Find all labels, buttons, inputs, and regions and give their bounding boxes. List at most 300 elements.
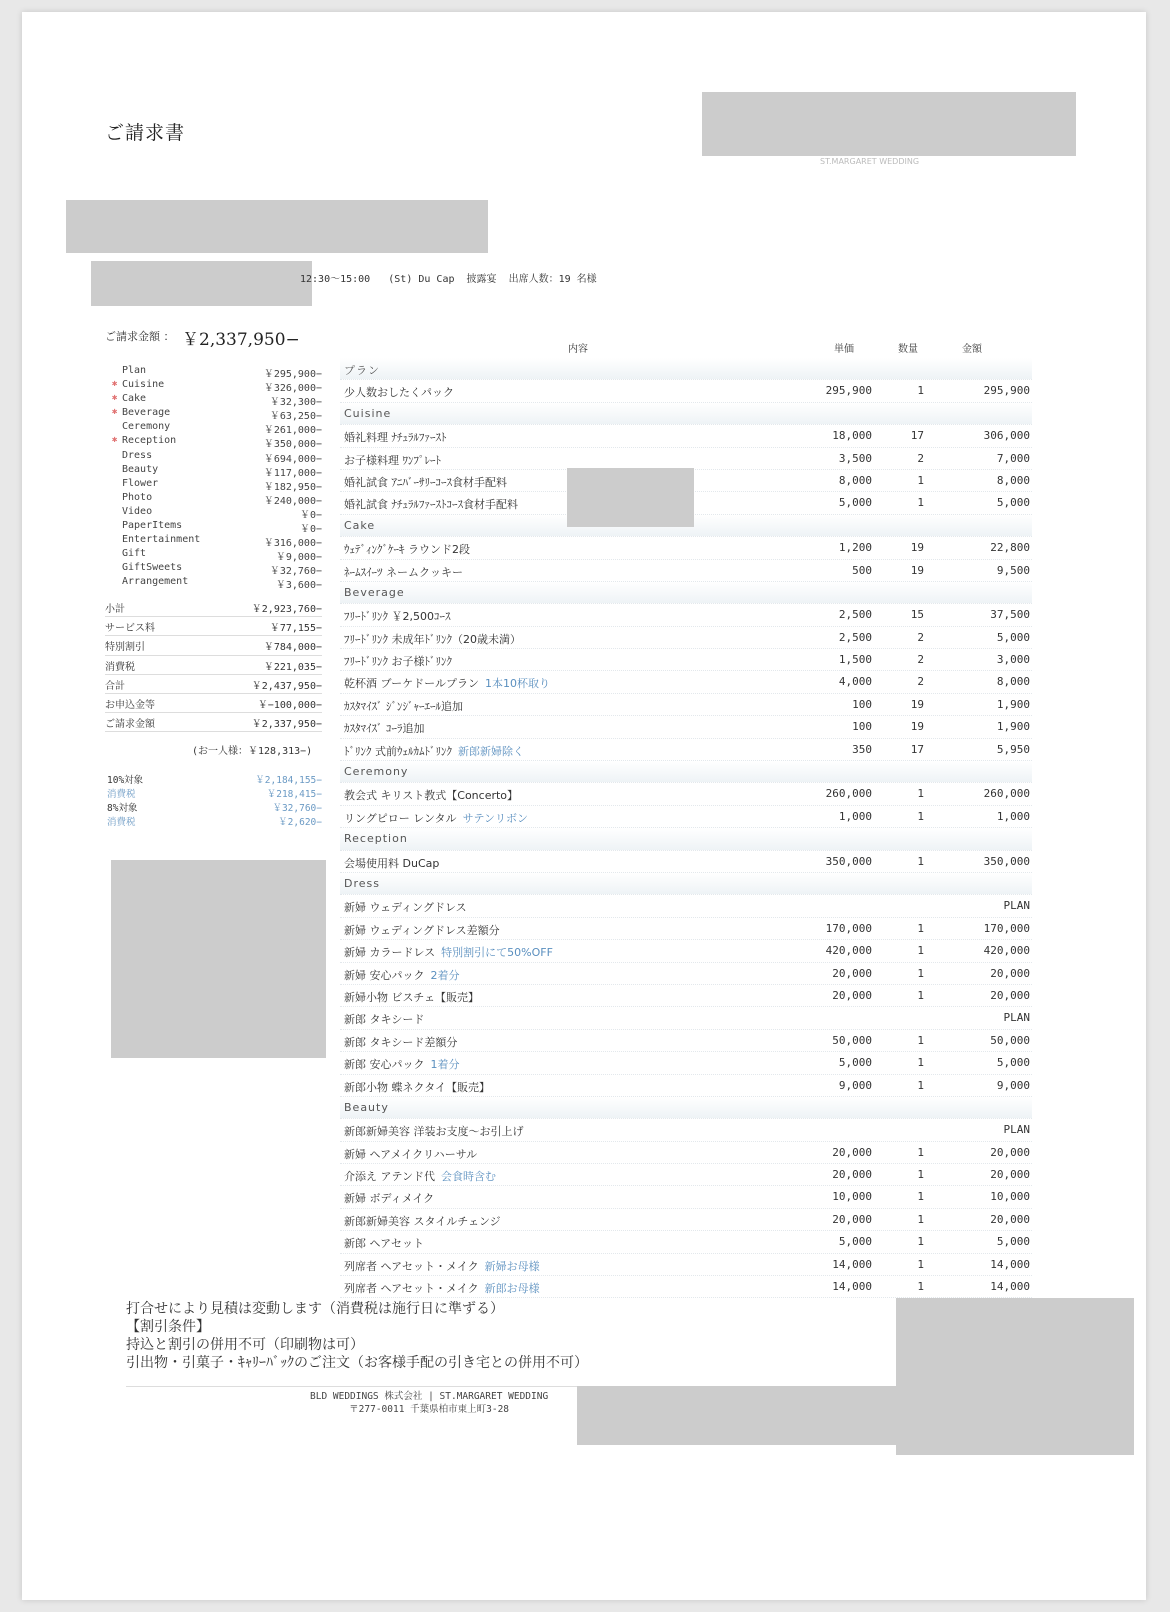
table-row	[340, 1209, 1032, 1231]
item-price: 5,000	[838, 1235, 872, 1249]
item-price: 3,500	[838, 451, 872, 465]
category-value: ￥0−	[299, 524, 322, 536]
item-note: 2着分	[430, 968, 460, 982]
category-row	[112, 562, 322, 576]
header-price: 単価	[834, 344, 854, 355]
item-qty: 1	[917, 1033, 924, 1047]
item-note: 新婦お母様	[484, 1259, 540, 1273]
category-name: Cuisine	[122, 379, 165, 391]
total-value: ￥221,035−	[263, 661, 322, 673]
item-name	[344, 1056, 460, 1072]
item-label: ﾄﾞﾘﾝｸ 式前ｳｪﾙｶﾑﾄﾞﾘﾝｸ	[344, 744, 452, 758]
note-line: 引出物・引菓子・ｷｬﾘｰﾊﾞｯｸのご注文（お客様手配の引き宅との併用不可）	[126, 1355, 588, 1371]
item-price: 20,000	[832, 1168, 872, 1182]
item-name	[344, 452, 441, 468]
item-name	[344, 541, 470, 557]
table-row	[340, 739, 1032, 761]
category-row	[112, 435, 322, 449]
total-name: 消費税	[105, 661, 135, 673]
table-row	[340, 985, 1032, 1007]
item-price: 260,000	[825, 787, 872, 801]
table-row	[340, 1142, 1032, 1164]
category-header: Ceremony	[344, 765, 409, 779]
category-header: Beauty	[344, 1100, 389, 1114]
category-row	[112, 464, 322, 478]
item-qty: 19	[910, 697, 924, 711]
item-amount: 14,000	[990, 1257, 1030, 1271]
item-qty: 1	[917, 809, 924, 823]
category-value: ￥3,600−	[275, 580, 322, 592]
item-price: 1,500	[838, 653, 872, 667]
category-row	[112, 450, 322, 464]
category-value: ￥182,950−	[263, 481, 322, 493]
item-amount: 295,900	[983, 384, 1030, 398]
category-row	[112, 407, 322, 421]
category-header: Cake	[344, 518, 376, 532]
item-amount: 5,950	[996, 742, 1030, 756]
tax-row	[105, 800, 322, 814]
category-name: GiftSweets	[122, 562, 183, 574]
item-label: 介添え アテンド代	[344, 1170, 435, 1184]
item-label: ﾌﾘｰﾄﾞﾘﾝｸ ￥2,500ｺｰｽ	[344, 610, 451, 624]
table-row	[340, 1052, 1032, 1074]
item-name	[344, 1235, 424, 1251]
item-amount: 37,500	[990, 608, 1030, 622]
item-price: 295,900	[825, 384, 872, 398]
item-amount: 260,000	[983, 787, 1030, 801]
star-marker: ✱	[112, 407, 118, 418]
table-row	[340, 940, 1032, 962]
item-name	[344, 720, 425, 736]
header-amount: 金額	[962, 344, 982, 355]
table-row	[340, 1254, 1032, 1276]
item-amount: 8,000	[996, 675, 1030, 689]
item-label: 新郎 ヘアセット	[344, 1237, 425, 1251]
category-name: Photo	[122, 491, 153, 503]
total-value: ￥2,437,950−	[251, 680, 322, 692]
item-qty: 1	[917, 384, 924, 398]
item-price: 9,000	[838, 1078, 872, 1092]
item-price: 1,000	[838, 809, 872, 823]
item-amount: 9,500	[996, 563, 1030, 577]
item-qty: 1	[917, 921, 924, 935]
item-label: ｳｪﾃﾞｨﾝｸﾞｹｰｷ ラウンド2段	[344, 543, 470, 557]
item-qty: 1	[917, 1280, 924, 1294]
category-value: ￥117,000−	[263, 467, 322, 479]
item-label: ｶｽﾀﾏｲｽﾞ ｼﾞﾝｼﾞｬｰｴｰﾙ追加	[344, 699, 463, 713]
category-value: ￥694,000−	[263, 453, 322, 465]
item-price: 20,000	[832, 988, 872, 1002]
item-label: 新婦 ウェディングドレス差額分	[344, 923, 500, 937]
item-amount: 9,000	[996, 1078, 1030, 1092]
category-header-row	[340, 582, 1032, 604]
item-price: 100	[852, 720, 872, 734]
table-row	[340, 895, 1032, 917]
item-qty: 2	[917, 675, 924, 689]
event-info: 12:30〜15:00 (St) Du Cap 披露宴 出席人数：19 名様	[300, 274, 597, 285]
table-row	[340, 448, 1032, 470]
item-name	[344, 429, 447, 445]
category-row	[112, 506, 322, 520]
category-header-row	[340, 403, 1032, 425]
header-qty: 数量	[898, 344, 918, 355]
item-qty: 1	[917, 496, 924, 510]
item-price: 50,000	[832, 1033, 872, 1047]
total-row	[105, 636, 322, 655]
item-label: 新婦 安心パック	[344, 968, 425, 982]
table-row	[340, 783, 1032, 805]
item-qty: 19	[910, 541, 924, 555]
category-name: Dress	[122, 449, 153, 461]
item-amount: 1,000	[996, 809, 1030, 823]
table-row	[340, 918, 1032, 940]
item-price: 1,200	[838, 541, 872, 555]
table-row	[340, 1164, 1032, 1186]
item-amount: 1,900	[996, 720, 1030, 734]
category-header: Reception	[344, 832, 408, 846]
item-qty: 1	[917, 966, 924, 980]
total-name: お申込金等	[105, 699, 155, 711]
category-name: Plan	[122, 365, 147, 376]
total-row	[105, 656, 322, 675]
item-amount: 350,000	[983, 854, 1030, 868]
total-amount: ￥2,337,950−	[182, 330, 300, 350]
item-price: 170,000	[825, 921, 872, 935]
item-qty: 2	[917, 451, 924, 465]
item-name	[344, 1123, 524, 1139]
item-name	[344, 1258, 540, 1274]
total-name: 小計	[105, 604, 125, 615]
redacted-footer-block	[577, 1386, 896, 1445]
item-qty: 1	[917, 1190, 924, 1204]
footer-address: 〒277-0011 千葉県柏市東上町3-28	[349, 1404, 510, 1415]
category-value: ￥261,000−	[263, 425, 322, 437]
star-marker: ✱	[112, 393, 118, 404]
item-name	[344, 944, 553, 960]
category-name: Arrangement	[122, 576, 189, 588]
category-header-row	[340, 1097, 1032, 1119]
item-qty: 1	[917, 1168, 924, 1182]
total-row	[105, 598, 322, 617]
item-label: リングピロー レンタル	[344, 811, 457, 825]
item-name	[344, 1213, 501, 1229]
category-name: Cake	[122, 393, 147, 405]
tax-name: 消費税	[107, 789, 136, 800]
item-price: 4,000	[838, 675, 872, 689]
document-title: ご請求書	[105, 122, 186, 144]
category-row	[112, 365, 322, 379]
item-amount: 50,000	[990, 1033, 1030, 1047]
star-marker: ✱	[112, 379, 118, 390]
category-name: PaperItems	[122, 520, 183, 532]
redacted-block-left	[111, 860, 326, 1058]
tax-name: 8%対象	[107, 803, 138, 814]
category-row	[112, 548, 322, 562]
category-header: Dress	[344, 876, 380, 890]
item-amount: 8,000	[996, 473, 1030, 487]
item-amount: 20,000	[990, 1168, 1030, 1182]
total-name: 特別割引	[105, 642, 145, 654]
item-label: 新郎小物 蝶ネクタイ【販売】	[344, 1080, 491, 1094]
table-row	[340, 1186, 1032, 1208]
item-label: 新婦 ウェディングドレス	[344, 901, 467, 915]
item-amount: PLAN	[1003, 899, 1030, 913]
item-amount: 22,800	[990, 541, 1030, 555]
category-value: ￥32,760−	[269, 566, 322, 578]
category-header-row	[340, 873, 1032, 895]
item-name	[344, 675, 550, 691]
item-label: 婚礼試食 ｱﾆﾊﾞｰｻﾘｰｺｰｽ食材手配料	[344, 475, 507, 489]
tax-row	[105, 772, 322, 786]
category-row	[112, 576, 322, 590]
category-value: ￥350,000−	[263, 439, 322, 451]
redacted-stamp	[896, 1298, 1134, 1455]
item-qty: 1	[917, 1078, 924, 1092]
total-value: ￥784,000−	[263, 642, 322, 654]
total-row	[105, 675, 322, 694]
item-name	[344, 1079, 490, 1095]
item-qty: 1	[917, 473, 924, 487]
item-qty: 1	[917, 1056, 924, 1070]
item-price: 14,000	[832, 1257, 872, 1271]
item-qty: 1	[917, 1235, 924, 1249]
item-name	[344, 967, 460, 983]
item-price: 5,000	[838, 1056, 872, 1070]
table-row	[340, 1276, 1032, 1298]
item-label: 新郎 タキシード差額分	[344, 1035, 458, 1049]
totals-list	[105, 598, 322, 732]
item-amount: 5,000	[996, 1056, 1030, 1070]
item-price: 8,000	[838, 473, 872, 487]
category-name: Gift	[122, 548, 147, 560]
item-qty: 15	[910, 608, 924, 622]
item-name	[344, 989, 479, 1005]
item-name	[344, 1168, 496, 1184]
item-price: 2,500	[838, 630, 872, 644]
category-value: ￥295,900−	[263, 369, 322, 380]
note-line: 持込と割引の併用不可（印刷物は可）	[126, 1337, 364, 1353]
category-name: Beauty	[122, 463, 159, 475]
redacted-customer-name	[66, 200, 488, 253]
footer-company: BLD WEDDINGS 株式会社 | ST.MARGARET WEDDING	[310, 1391, 549, 1402]
table-row	[340, 1030, 1032, 1052]
table-row	[340, 604, 1032, 626]
table-row	[340, 694, 1032, 716]
item-name	[344, 1190, 434, 1206]
item-amount: 170,000	[983, 921, 1030, 935]
category-name: Beverage	[122, 407, 171, 419]
table-row	[340, 963, 1032, 985]
tax-value: ￥2,620−	[278, 817, 322, 828]
category-row	[112, 534, 322, 548]
item-price: 350,000	[825, 854, 872, 868]
total-name: 合計	[105, 680, 125, 692]
item-name	[344, 631, 521, 647]
table-row	[340, 537, 1032, 559]
category-name: Reception	[122, 435, 177, 447]
total-label: ご請求金額 ：	[105, 330, 175, 343]
category-value: ￥9,000−	[275, 552, 322, 564]
item-qty: 17	[910, 742, 924, 756]
tax-row	[105, 814, 322, 828]
item-price: 350	[852, 742, 872, 756]
item-label: ﾈｰﾑｽｲｰﾂ ネームクッキー	[344, 565, 463, 579]
item-label: 新婦小物 ビスチェ【販売】	[344, 990, 479, 1004]
faint-logo-text: ST.MARGARET WEDDING	[820, 157, 920, 166]
tax-value: ￥32,760−	[272, 803, 322, 814]
item-qty: 2	[917, 653, 924, 667]
item-price: 500	[852, 563, 872, 577]
total-row	[105, 694, 322, 713]
item-amount: 306,000	[983, 429, 1030, 443]
item-label: ﾌﾘｰﾄﾞﾘﾝｸ 未成年ﾄﾞﾘﾝｸ（20歳未満）	[344, 632, 521, 646]
tax-value: ￥2,184,155−	[255, 775, 322, 786]
item-label: 新郎新婦美容 スタイルチェンジ	[344, 1214, 501, 1228]
per-person-amount: (お一人様：￥128,313−)	[192, 746, 313, 757]
item-price: 14,000	[832, 1280, 872, 1294]
item-price: 2,500	[838, 608, 872, 622]
item-note: 1本10杯取り	[484, 677, 550, 691]
table-row	[340, 649, 1032, 671]
item-name	[344, 698, 463, 714]
item-qty: 1	[917, 944, 924, 958]
category-value: ￥326,000−	[263, 383, 322, 395]
total-row	[105, 713, 322, 732]
item-price: 18,000	[832, 429, 872, 443]
item-label: 新婦 カラードレス	[344, 946, 436, 960]
tax-value: ￥218,415−	[266, 789, 322, 800]
item-label: 新郎新婦美容 洋装お支度〜お引上げ	[344, 1125, 524, 1139]
item-name	[344, 922, 500, 938]
item-note: 新郎新婦除く	[458, 744, 524, 758]
item-label: 新郎 タキシード	[344, 1013, 425, 1027]
item-price: 20,000	[832, 1145, 872, 1159]
redacted-logo	[702, 92, 1076, 156]
category-header-row	[340, 828, 1032, 850]
category-name: Flower	[122, 477, 159, 489]
item-price: 420,000	[825, 944, 872, 958]
note-line: 打合せにより見積は変動します（消費税は施行日に準ずる）	[126, 1301, 504, 1317]
item-price: 5,000	[838, 496, 872, 510]
item-label: 列席者 ヘアセット・メイク	[344, 1282, 479, 1296]
item-label: 列席者 ヘアセット・メイク	[344, 1259, 479, 1273]
category-breakdown	[112, 365, 322, 591]
total-value: ￥77,155−	[269, 623, 322, 635]
item-name	[344, 899, 467, 915]
item-note: 会食時含む	[440, 1170, 496, 1184]
category-value: ￥63,250−	[269, 411, 322, 423]
item-price: 10,000	[832, 1190, 872, 1204]
item-label: 新婦 ボディメイク	[344, 1192, 435, 1206]
item-amount: 20,000	[990, 1212, 1030, 1226]
category-row	[112, 393, 322, 407]
item-qty: 17	[910, 429, 924, 443]
terms-notes	[126, 1300, 588, 1372]
item-name	[344, 810, 528, 826]
item-name	[344, 653, 452, 669]
table-row	[340, 671, 1032, 693]
item-name	[344, 384, 454, 400]
table-row	[340, 851, 1032, 873]
item-amount: 420,000	[983, 944, 1030, 958]
item-name	[344, 743, 524, 759]
item-name	[344, 1034, 457, 1050]
table-row	[340, 1119, 1032, 1141]
item-name	[344, 608, 451, 624]
category-row	[112, 492, 322, 506]
item-amount: PLAN	[1003, 1123, 1030, 1137]
tax-name: 消費税	[107, 817, 136, 828]
category-row	[112, 421, 322, 435]
item-amount: 14,000	[990, 1280, 1030, 1294]
table-row	[340, 1231, 1032, 1253]
item-price: 100	[852, 697, 872, 711]
item-label: 会場使用料 DuCap	[344, 856, 440, 870]
item-label: 少人数おしたくパック	[344, 386, 454, 400]
category-header: プラン	[344, 364, 380, 377]
total-value: ￥2,923,760−	[251, 604, 322, 615]
item-name	[344, 564, 463, 580]
item-note: 特別割引にて50%OFF	[441, 946, 553, 960]
header-content: 内容	[568, 344, 588, 355]
item-amount: 7,000	[996, 451, 1030, 465]
item-amount: PLAN	[1003, 1011, 1030, 1025]
item-name	[344, 787, 518, 803]
category-name: Video	[122, 505, 153, 517]
category-header-row	[340, 358, 1032, 380]
item-label: ｶｽﾀﾏｲｽﾞ ｺｰﾗ追加	[344, 722, 425, 736]
table-row	[340, 560, 1032, 582]
item-amount: 3,000	[996, 653, 1030, 667]
item-amount: 20,000	[990, 1145, 1030, 1159]
item-name	[344, 1146, 477, 1162]
item-qty: 1	[917, 1257, 924, 1271]
item-amount: 10,000	[990, 1190, 1030, 1204]
redacted-date	[91, 261, 312, 306]
star-marker: ✱	[112, 435, 118, 446]
total-name: サービス料	[105, 623, 155, 635]
category-value: ￥240,000−	[263, 495, 322, 507]
category-row	[112, 379, 322, 393]
item-amount: 5,000	[996, 1235, 1030, 1249]
item-label: ﾌﾘｰﾄﾞﾘﾝｸ お子様ﾄﾞﾘﾝｸ	[344, 655, 452, 669]
total-value: ￥−100,000−	[257, 699, 322, 711]
item-label: 教会式 キリスト教式【Concerto】	[344, 789, 519, 803]
category-value: ￥32,300−	[269, 397, 322, 409]
item-note: サテンリボン	[462, 811, 529, 825]
item-note: 新郎お母様	[484, 1282, 540, 1296]
item-price: 20,000	[832, 1212, 872, 1226]
category-name: Ceremony	[122, 421, 171, 433]
tax-breakdown	[105, 772, 322, 828]
category-header: Cuisine	[344, 406, 392, 420]
category-value: ￥0−	[299, 509, 322, 521]
table-row	[340, 716, 1032, 738]
redacted-block-table	[567, 468, 694, 527]
item-qty: 1	[917, 854, 924, 868]
item-name	[344, 474, 507, 490]
category-header-row	[340, 761, 1032, 783]
item-amount: 5,000	[996, 496, 1030, 510]
item-note: 1着分	[430, 1058, 460, 1072]
item-label: 婚礼試食 ﾅﾁｭﾗﾙﾌｧｰｽﾄｺｰｽ食材手配料	[344, 498, 518, 512]
item-name	[344, 855, 439, 871]
category-value: ￥316,000−	[263, 538, 322, 550]
tax-name: 10%対象	[107, 775, 144, 786]
category-row	[112, 478, 322, 492]
item-qty: 1	[917, 787, 924, 801]
item-qty: 2	[917, 630, 924, 644]
